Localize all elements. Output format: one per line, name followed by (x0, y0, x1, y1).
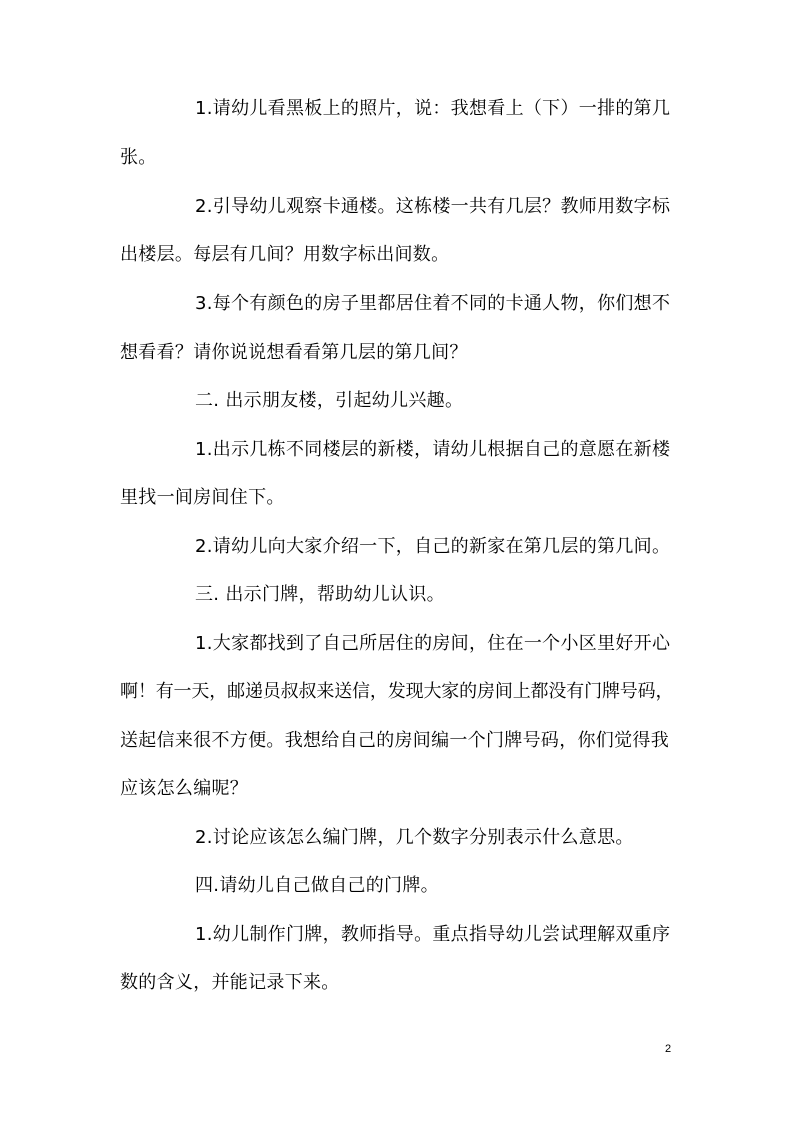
text-line-19: 数的含义，并能记录下来。 (120, 972, 340, 993)
text-line-12: 1.大家都找到了自己所居住的房间，住在一个小区里好开心 (195, 633, 671, 654)
text-line-13: 啊！有一天，邮递员叔叔来送信，发现大家的房间上都没有门牌号码， (120, 681, 674, 702)
text-line-14: 送起信来很不方便。我想给自己的房间编一个门牌号码，你们觉得我 (120, 730, 669, 751)
text-line-10: 2.请幼儿向大家介绍一下，自己的新家在第几层的第几间。 (195, 536, 671, 557)
text-line-9: 里找一间房间住下。 (120, 487, 285, 508)
section-heading-2: 二. 出示朋友楼，引起幼儿兴趣。 (195, 390, 464, 411)
text-line-4: 出楼层。每层有几间？用数字标出间数。 (120, 244, 450, 265)
text-line-8: 1.出示几栋不同楼层的新楼，请幼儿根据自己的意愿在新楼 (195, 439, 671, 460)
text-line-2: 张。 (120, 147, 157, 168)
text-line-16: 2.讨论应该怎么编门牌，几个数字分别表示什么意思。 (195, 827, 634, 848)
text-line-1: 1.请幼儿看黑板上的照片，说：我想看上（下）一排的第几 (195, 98, 671, 119)
text-line-18: 1.幼儿制作门牌，教师指导。重点指导幼儿尝试理解双重序 (195, 924, 671, 945)
text-line-6: 想看看？请你说说想看看第几层的第几间？ (120, 342, 468, 363)
page-number: 2 (665, 1043, 672, 1055)
text-line-15: 应该怎么编呢？ (120, 778, 249, 799)
section-heading-3: 三. 出示门牌，帮助幼儿认识。 (195, 584, 445, 605)
text-line-5: 3.每个有颜色的房子里都居住着不同的卡通人物，你们想不 (195, 293, 671, 314)
text-line-3: 2.引导幼儿观察卡通楼。这栋楼一共有几层？教师用数字标 (195, 196, 671, 217)
section-heading-4: 四.请幼儿自己做自己的门牌。 (195, 875, 439, 896)
